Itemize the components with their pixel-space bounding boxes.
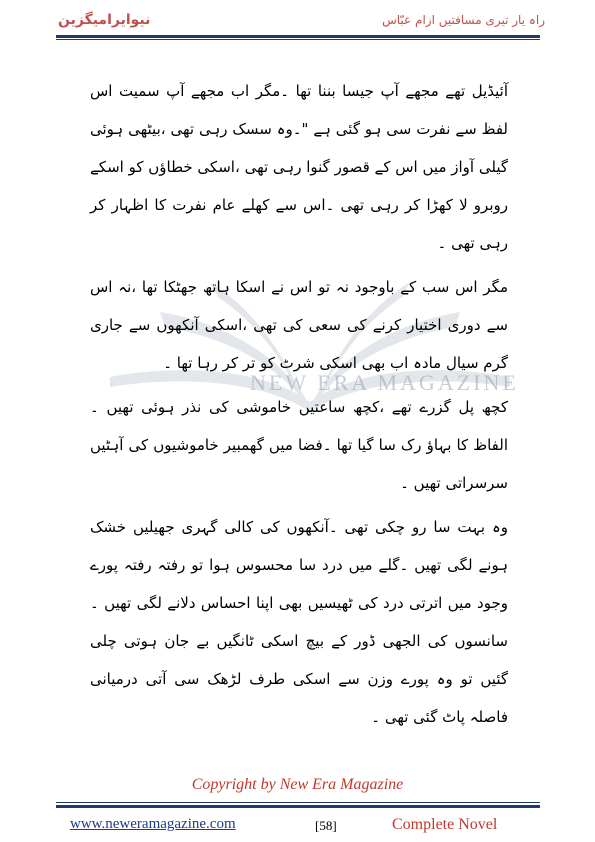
footer-rule-thin <box>56 802 540 803</box>
header-magazine-name: نیوایرامیگزین <box>58 12 151 28</box>
footer-rule-thick <box>56 805 540 808</box>
article-body <box>90 72 508 742</box>
page-number: [58] <box>315 818 337 833</box>
paragraph-1: آئیڈیل تھے مجھے آپ جیسا بننا تھا ۔مگر اب مجھے آپ سمیت اس لفظ سے نفرت سی ہو گئی ہے "۔وہ سسک رہی تھی ،بیٹھی ہوئی گیلی آواز میں اس کے قصور گنوا رہی تھی ،اسکی خطاؤں کو اسکے روبرو لا کھڑا کر رہی تھی ۔اس سے کھلے عام نفرت کا اظہار کر رہی تھی ۔ <box>90 82 508 252</box>
paragraph-2: مگر اس سب کے باوجود نہ تو اس نے اسکا ہاتھ جھٹکا تھا ،نہ اس سے دوری اختیار کرنے کی سعی کی تھی ،اسکی آنکھوں سے جاری گرم سیال مادہ اب بھی اسکی شرٹ کو تر کر رہا تھا ۔ <box>90 278 508 372</box>
header-story-title: راہ یار تیری مسافتیں ازام عبّاس <box>382 13 545 27</box>
header-rule-thin <box>56 39 540 40</box>
paragraph-3: کچھ پل گزرے تھے ،کچھ ساعتیں خاموشی کی نذر ہوئی تھیں ۔الفاظ کا بہاؤ رک سا گیا تھا ۔فضا میں گھمبیر خاموشیوں کی آہٹیں سرسراتی تھیں ۔ <box>90 398 508 492</box>
footer-label: Complete Novel <box>392 816 498 833</box>
copyright-notice: Copyright by New Era Magazine <box>191 776 404 793</box>
watermark-text: NEW ERA MAGAZINE <box>250 370 519 395</box>
paragraph-4: وہ بہت سا رو چکی تھی ۔آنکھوں کی کالی گہری جھیلیں خشک ہونے لگی تھیں ۔گلے میں درد سا محسوس ہوا تو رفتہ رفتہ پورے وجود میں اترتی درد کی ٹھیسیں بھی اپنا احساس دلانے لگی تھیں ۔سانسوں کی الجھی ڈور کے بیچ اسکی ٹانگیں بے جان ہوتی چلی گئیں تو وہ پورے وزن سے اسکی طرف لڑھک سی آتی درمیانی فاصلہ پاٹ گئی تھی ۔ <box>90 518 508 726</box>
header-rule-thick <box>56 35 540 38</box>
website-link[interactable]: www.neweramagazine.com <box>70 816 236 832</box>
